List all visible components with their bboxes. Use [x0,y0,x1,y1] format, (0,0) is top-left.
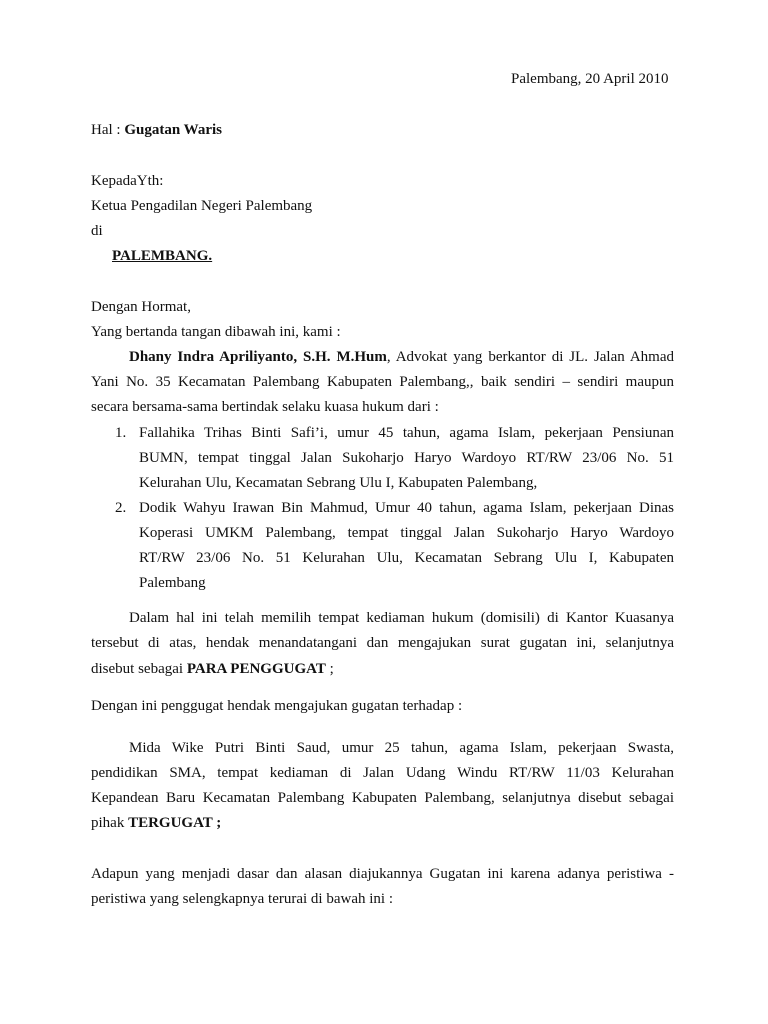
advocate-name: Dhany Indra Apriliyanto, S.H. M.Hum [129,349,387,365]
defendant-line-1: Mida Wike Putri Binti Saud, umur 25 tahun, agama Islam, pekerjaan Swasta, [129,740,674,756]
recipient-at: di [91,223,103,239]
plaintiff-1-number: 1. [115,425,127,441]
plaintiff-2-line-2: Koperasi UMKM Palembang, tempat tinggal Jalan Sukoharjo Haryo Wardoyo [139,525,674,541]
plaintiff-2-line-1: Dodik Wahyu Irawan Bin Mahmud, Umur 40 tahun, agama Islam, pekerjaan Dinas [139,500,674,516]
grounds-line-2: peristiwa yang selengkapnya terurai di bawah ini : [91,891,393,907]
subject-value: Gugatan Waris [124,122,222,138]
plaintiff-2-number: 2. [115,500,127,516]
para-penggugat-label: PARA PENGGUGAT [186,661,326,677]
tergugat-label: TERGUGAT ; [128,815,222,831]
intro: Yang bertanda tangan dibawah ini, kami : [91,324,341,340]
advocate-line-1 [129,348,674,366]
advocate-line-1-rest: , Advokat yang berkantor di JL. Jalan Ahmad [386,349,675,365]
recipient-city [112,247,212,265]
grounds-line-1: Adapun yang menjadi dasar dan alasan diajukannya Gugatan ini karena adanya peristiwa - [91,866,674,882]
domicile-suffix: ; [325,661,334,677]
plaintiff-2-line-3: RT/RW 23/06 No. 51 Kelurahan Ulu, Kecamatan Sebrang Ulu I, Kabupaten [139,550,674,566]
recipient-salutation: KepadaYth: [91,173,164,189]
plaintiff-2-line-4: Palembang [139,575,206,591]
recipient-name: Ketua Pengadilan Negeri Palembang [91,198,313,214]
defendant-line-4 [91,814,221,832]
domicile-line-1: Dalam hal ini telah memilih tempat kediaman hukum (domisili) di Kantor Kuasanya [129,610,674,626]
defendant-line-3: Kepandean Baru Kecamatan Palembang Kabupaten Palembang, selanjutnya disebut sebagai [91,790,674,806]
against-intro: Dengan ini penggugat hendak mengajukan gugatan terhadap : [91,698,463,714]
plaintiff-1-line-2: BUMN, tempat tinggal Jalan Sukoharjo Haryo Wardoyo RT/RW 23/06 No. 51 [139,450,674,466]
plaintiff-1-line-1: Fallahika Trihas Binti Safi’i, umur 45 tahun, agama Islam, pekerjaan Pensiunan [139,425,674,441]
plaintiff-1-line-3: Kelurahan Ulu, Kecamatan Sebrang Ulu I, Kabupaten Palembang, [139,475,538,491]
recipient-city-text: PALEMBANG. [112,248,213,264]
greeting: Dengan Hormat, [91,299,191,315]
domicile-line-2: tersebut di atas, hendak menandatangani dan mengajukan surat gugatan ini, selanjutnya [91,635,674,651]
subject-label: Hal : [91,122,125,138]
domicile-line-3 [91,660,334,678]
defendant-line-2: pendidikan SMA, tempat kediaman di Jalan Udang Windu RT/RW 11/03 Kelurahan [91,765,674,781]
defendant-prefix: pihak [91,815,129,831]
advocate-line-3: secara bersama-sama bertindak selaku kuasa hukum dari : [91,399,439,415]
advocate-line-2: Yani No. 35 Kecamatan Palembang Kabupaten Palembang,, baik sendiri – sendiri maupun [91,374,674,390]
subject-line [91,121,222,139]
domicile-prefix: disebut sebagai [91,661,187,677]
place-date: Palembang, 20 April 2010 [511,71,669,87]
